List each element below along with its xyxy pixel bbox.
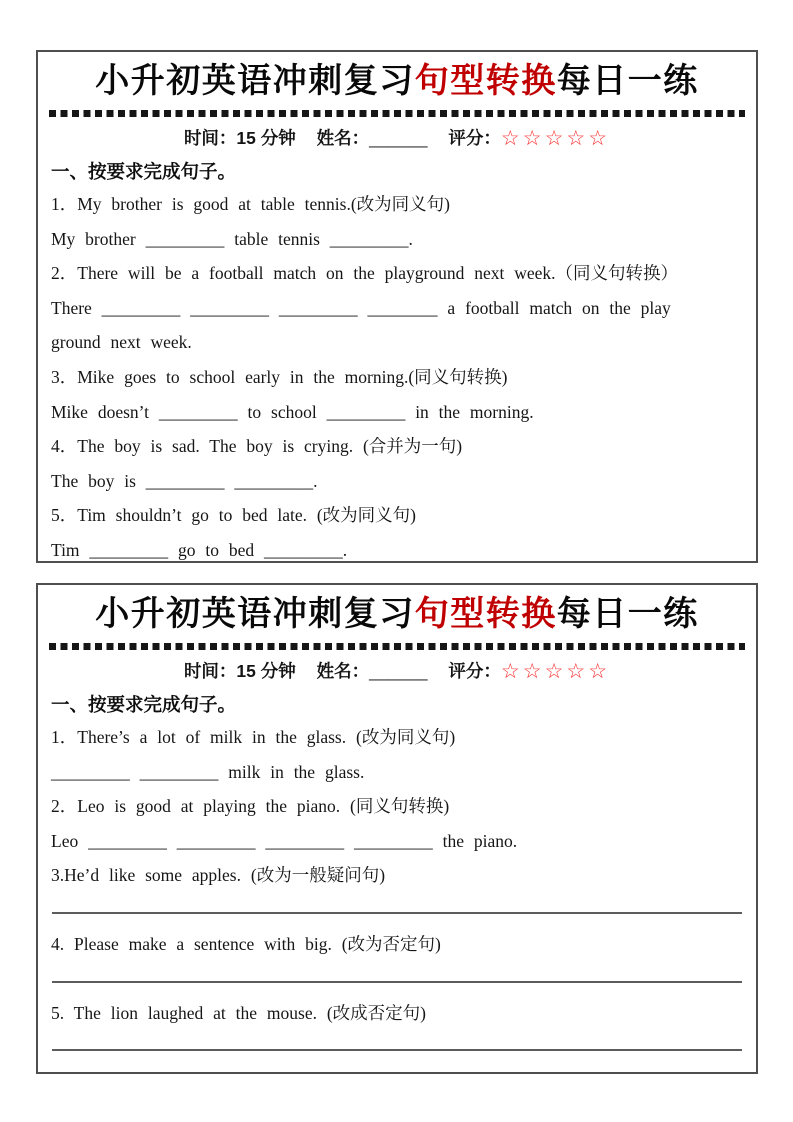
answer-line: My brother _________ table tennis _________. xyxy=(51,228,413,249)
name-label: 姓名： xyxy=(316,128,370,148)
dotted-divider xyxy=(49,110,745,117)
answer-rule xyxy=(52,912,742,914)
title-segment-highlight: 句型转换 xyxy=(414,595,557,633)
answer-rule xyxy=(52,1049,742,1051)
time-label: 时间：15 分钟 xyxy=(183,661,296,681)
exercise-line: 1．There’s a lot of milk in the glass. (改为同义句) xyxy=(51,727,456,747)
name-label: 姓名： xyxy=(316,661,370,681)
answer-line: The boy is _________ _________. xyxy=(51,470,318,491)
answer-line: Tim _________ go to bed _________. xyxy=(51,539,348,560)
answer-line: Mike doesn’t _________ to school _________ in the morning. xyxy=(51,401,534,422)
exercise-line: 4. Please make a sentence with big. (改为否定句) xyxy=(51,933,441,954)
score-label: 评分： xyxy=(448,128,501,148)
dotted-divider xyxy=(49,643,745,650)
title-segment-post: 每日一练 xyxy=(556,62,699,100)
title-segment-highlight: 句型转换 xyxy=(414,62,557,100)
answer-rule xyxy=(52,981,742,983)
section-heading: 一、按要求完成句子。 xyxy=(51,161,237,182)
meta-row xyxy=(51,126,743,151)
rating-stars: ☆☆☆☆☆ xyxy=(500,127,611,150)
score-label: 评分： xyxy=(448,661,501,681)
exercise-line: 2．Leo is good at playing the piano. (同义句转换) xyxy=(51,796,450,817)
exercise-line: 5. The lion laughed at the mouse. (改成否定句) xyxy=(51,1002,426,1023)
answer-line: Leo _________ _________ _________ _________ the piano. xyxy=(51,830,518,851)
exercise-line: 5．Tim shouldn’t go to bed late. (改为同义句) xyxy=(51,505,417,526)
title-segment-post: 每日一练 xyxy=(556,595,699,633)
worksheet-title xyxy=(51,591,743,637)
title-segment-pre: 小升初英语冲刺复习 xyxy=(95,62,415,100)
exercise-line: 3．Mike goes to school early in the morning.(同义句转换) xyxy=(51,366,508,387)
exercise-line: 4．The boy is sad. The boy is crying. (合并为一句) xyxy=(51,436,463,457)
answer-line: There _________ _________ _________ ________ a football match on the play xyxy=(51,297,671,318)
name-blank: ______ xyxy=(369,661,428,681)
exercise-line: 2．There will be a football match on the playground next week.（同义句转换） xyxy=(51,263,679,284)
title-segment-pre: 小升初英语冲刺复习 xyxy=(95,595,415,633)
answer-line: ground next week. xyxy=(51,332,192,353)
exercise-line: 3.He’d like some apples. (改为一般疑问句) xyxy=(51,865,386,886)
worksheet-title xyxy=(51,58,743,104)
worksheet-card-2 xyxy=(36,583,758,1074)
meta-row xyxy=(51,659,743,684)
time-label: 时间：15 分钟 xyxy=(183,128,296,148)
rating-stars: ☆☆☆☆☆ xyxy=(500,660,611,683)
name-blank: ______ xyxy=(369,128,428,148)
worksheet-card-1 xyxy=(36,50,758,563)
answer-line: _________ _________ milk in the glass. xyxy=(51,761,365,782)
section-heading: 一、按要求完成句子。 xyxy=(51,694,237,715)
exercise-line: 1．My brother is good at table tennis.(改为同义句) xyxy=(51,194,450,214)
